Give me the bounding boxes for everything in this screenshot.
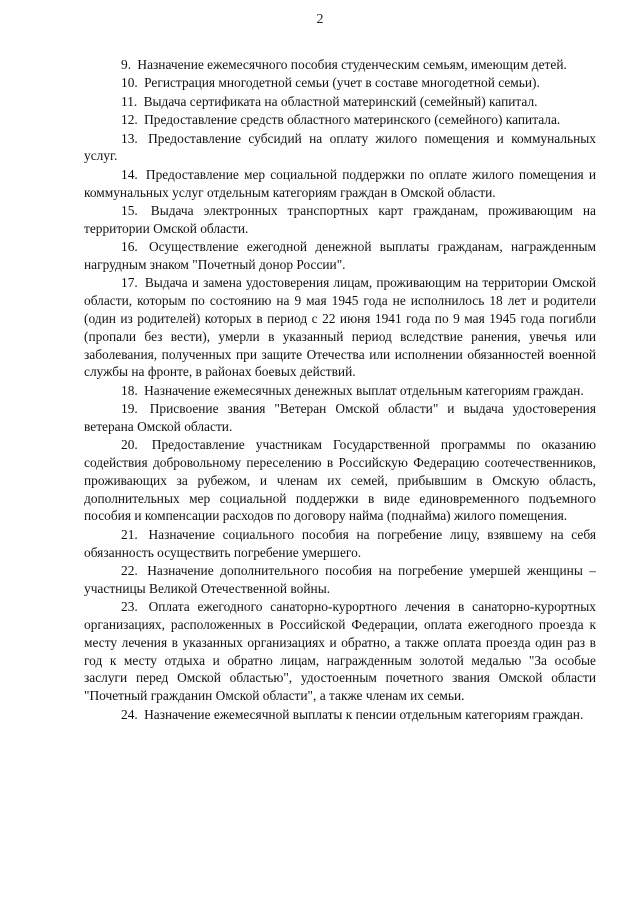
list-item <box>84 436 596 525</box>
list-item <box>84 111 596 129</box>
item-text: Назначение ежемесячной выплаты к пенсии отдельным категориям граждан. <box>144 706 584 722</box>
item-text: Предоставление мер социальной поддержки по оплате жилого помещения и коммунальных услуг отдельным категориям граждан в Омской области. <box>84 166 596 200</box>
item-text: Регистрация многодетной семьи (учет в составе многодетной семьи). <box>144 75 540 91</box>
item-number: 19. <box>121 401 138 417</box>
item-text: Выдача сертификата на областной материнский (семейный) капитал. <box>143 93 538 109</box>
list-item <box>84 382 596 400</box>
list-item <box>84 130 596 166</box>
item-text: Оплата ежегодного санаторно-курортного лечения в санаторно-курортных организациях, расположенных в Российской Федерации, оплата ежегодного проезда к месту лечения в указанных организациях и обратно, а также оплата проезда один раз в год к месту отдыха и обратно лицам, награжденным золотой медалью "За особые заслуги перед Омской областью", удостоенным почетного звания Омской области "Почетный гражданин Омской области", а также членам их семьи. <box>84 599 596 704</box>
list-item <box>84 166 596 202</box>
list-item <box>84 706 596 724</box>
list-item <box>84 238 596 274</box>
item-number: 23. <box>121 599 138 615</box>
list-item <box>84 93 596 111</box>
item-text: Назначение ежемесячного пособия студенческим семьям, имеющим детей. <box>137 57 567 72</box>
item-text: Присвоение звания "Ветеран Омской области" и выдача удостоверения ветерана Омской области. <box>84 401 596 434</box>
item-text: Назначение дополнительного пособия на погребение умершей женщины – участницы Великой Отечественной войны. <box>84 563 596 596</box>
item-number: 10. <box>121 75 138 91</box>
item-text: Назначение социального пособия на погребение лицу, взявшему на себя обязанность осуществить погребение умершего. <box>84 526 596 560</box>
item-number: 11. <box>121 93 138 109</box>
item-number: 12. <box>121 112 138 128</box>
list-item <box>84 274 596 381</box>
page-number: 2 <box>316 12 324 27</box>
item-text: Назначение ежемесячных денежных выплат отдельным категориям граждан. <box>144 382 584 398</box>
list-item <box>84 526 596 562</box>
item-number: 9. <box>121 57 132 72</box>
list-item <box>84 56 596 74</box>
item-number: 14. <box>121 166 138 182</box>
list-item <box>84 74 596 92</box>
item-number: 17. <box>121 275 138 291</box>
item-number: 18. <box>121 382 138 398</box>
item-text: Предоставление участникам Государственной программы по оказанию содействия добровольному переселению в Российскую Федерацию соотечественников, проживающих за рубежом, и членам их семей, прибывшим в Омскую область, дополнительных мер социальной поддержки в виде единовременного подъемного пособия и компенсации расходов по договору найма (поднайма) жилого помещения. <box>84 437 596 524</box>
list-item <box>84 598 596 705</box>
item-text: Предоставление средств областного материнского (семейного) капитала. <box>144 112 561 128</box>
item-number: 24. <box>121 706 138 722</box>
item-text: Осуществление ежегодной денежной выплаты гражданам, награжденным нагрудным знаком "Почетный донор России". <box>84 239 596 272</box>
document-body <box>84 56 596 724</box>
list-item <box>84 202 596 238</box>
item-text: Выдача и замена удостоверения лицам, проживающим на территории Омской области, которым по состоянию на 9 мая 1945 года не исполнилось 18 лет и родители (один из родителей) которых в период с 22 июня 1941 года по 9 мая 1945 года погибли (пропали без вести), умерли в указанный период вследствие ранения, увечья или заболевания, полученных при защите Отечества или исполнении обязанностей военной службы на фронте, в районах боевых действий. <box>84 275 596 380</box>
item-text: Выдача электронных транспортных карт гражданам, проживающим на территории Омской области. <box>84 202 596 236</box>
list-item <box>84 562 596 598</box>
item-number: 22. <box>121 563 138 579</box>
item-number: 16. <box>121 239 138 255</box>
item-number: 20. <box>121 437 138 453</box>
item-number: 15. <box>121 202 138 218</box>
list-item <box>84 400 596 436</box>
item-number: 13. <box>121 130 138 146</box>
item-text: Предоставление субсидий на оплату жилого помещения и коммунальных услуг. <box>84 130 596 164</box>
item-number: 21. <box>121 526 138 542</box>
